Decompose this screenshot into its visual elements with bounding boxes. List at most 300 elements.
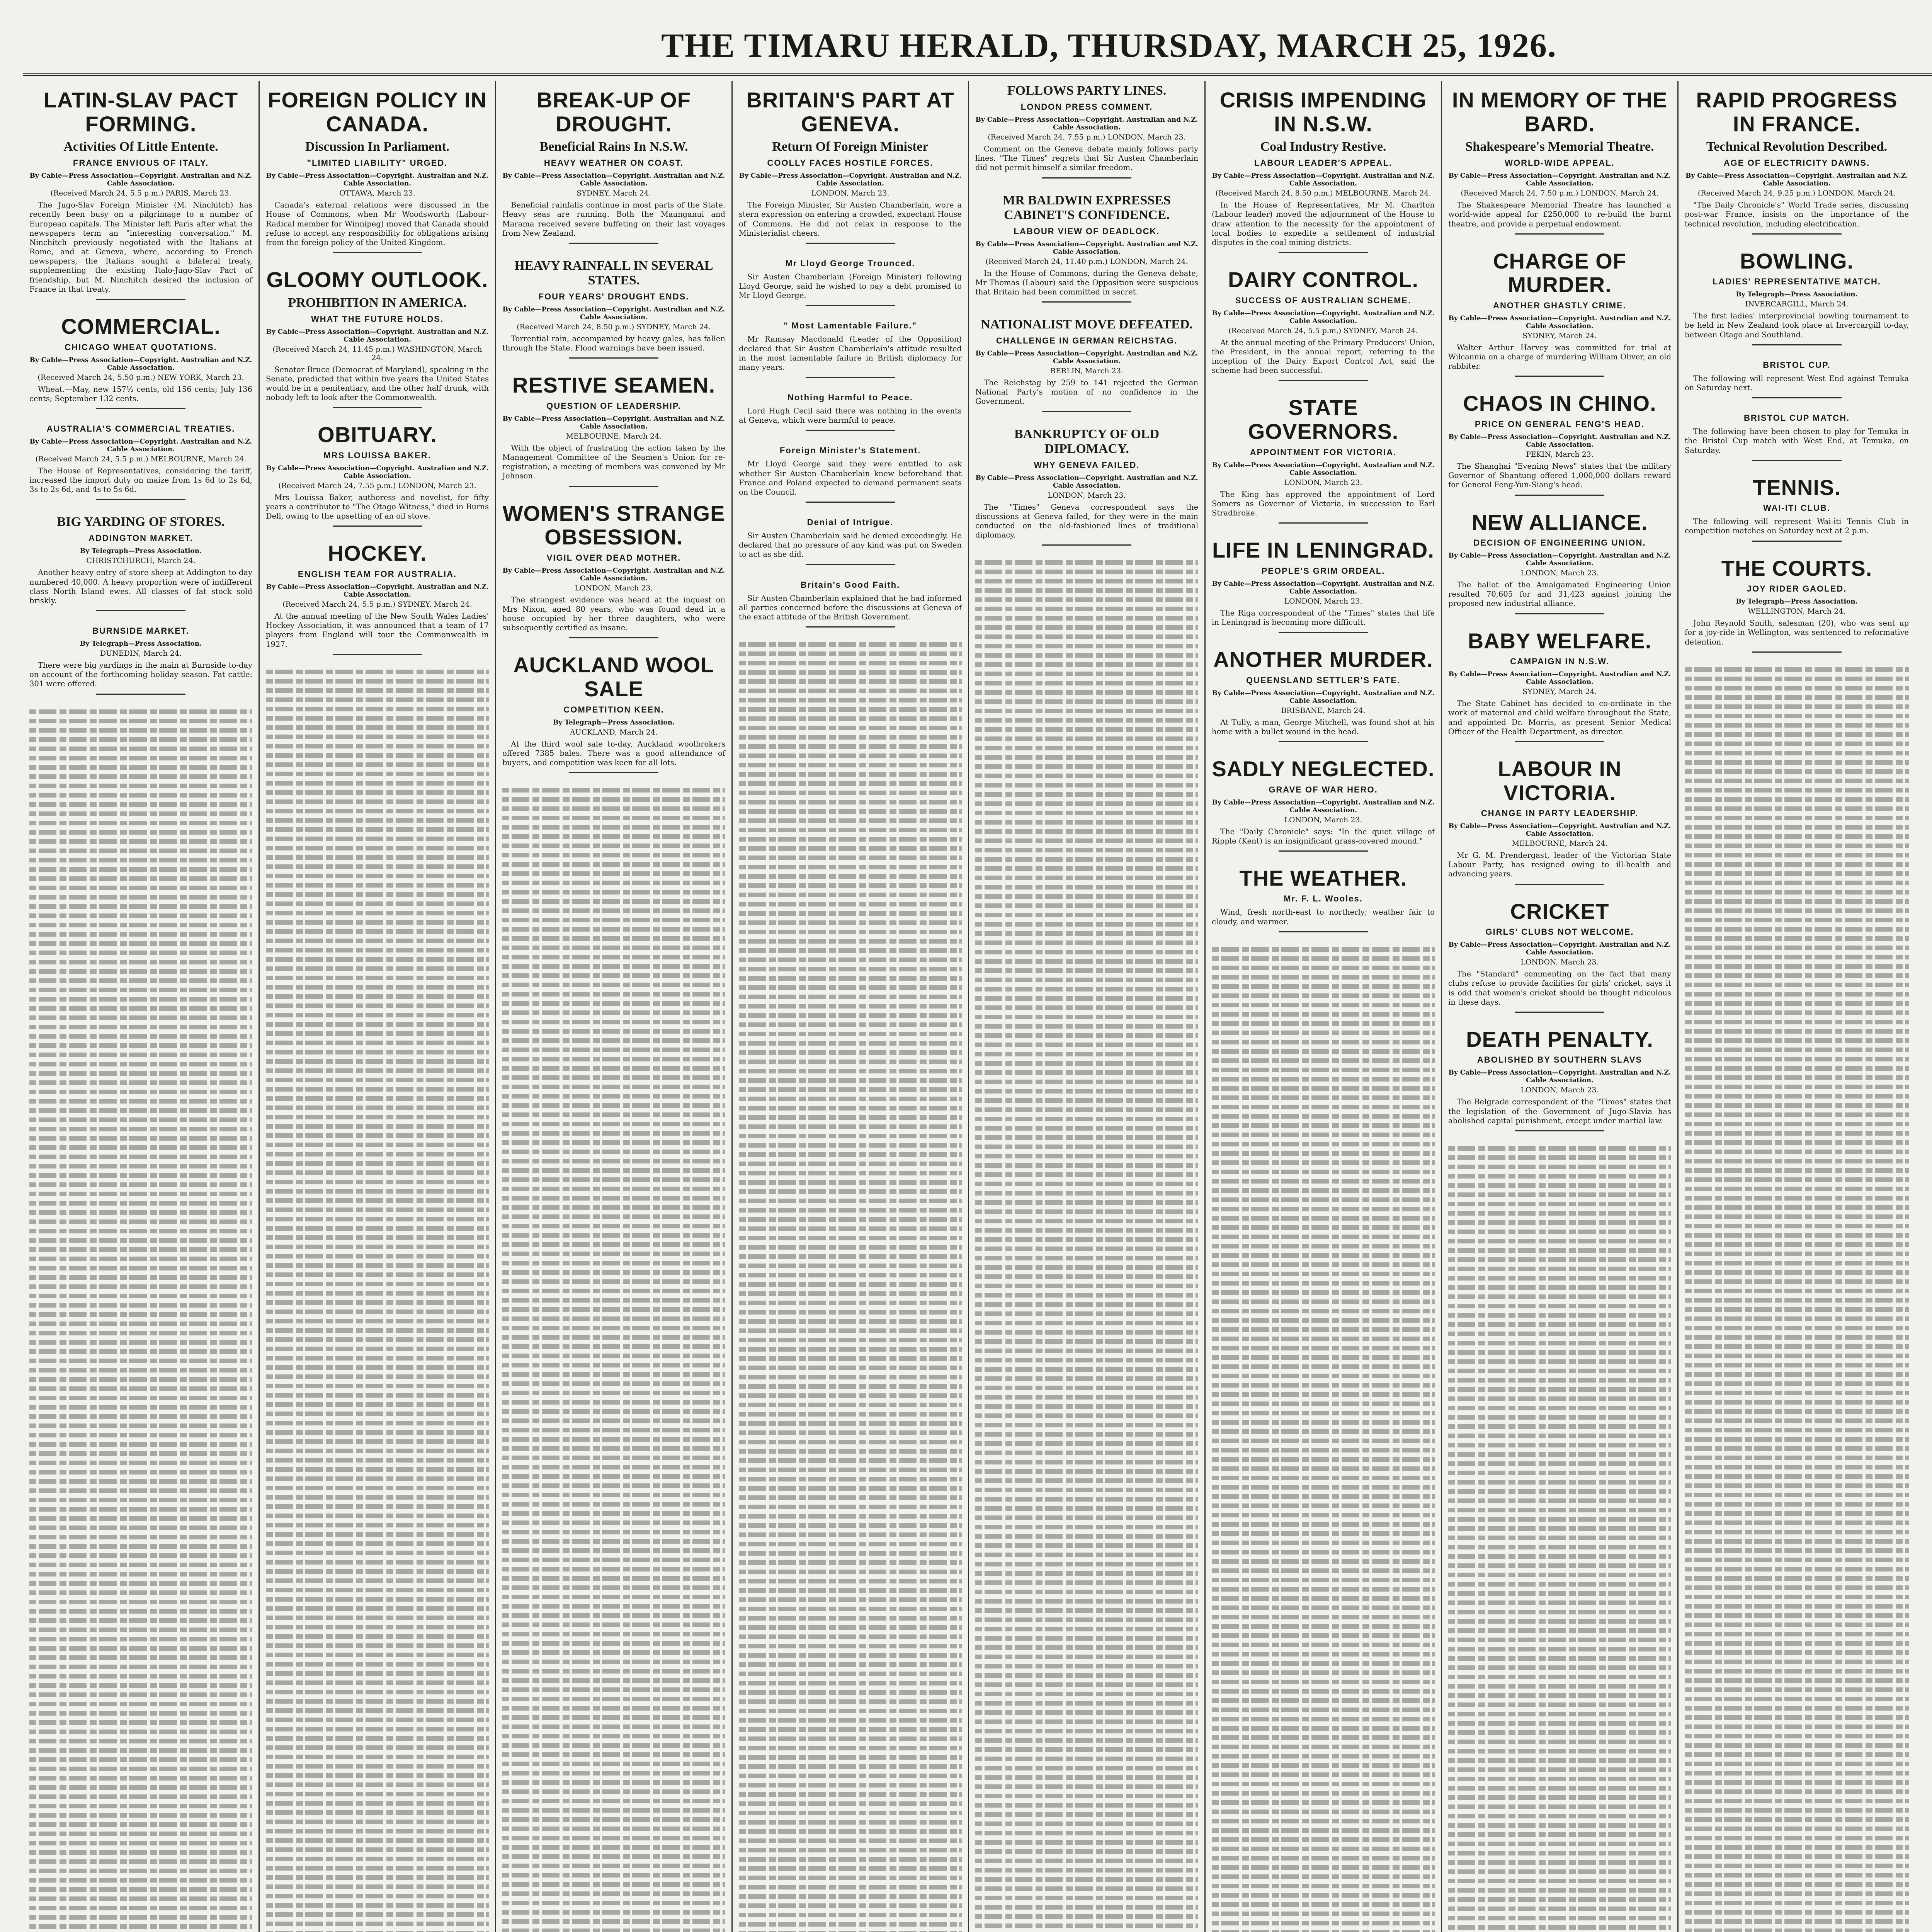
text-line: [739, 1004, 962, 1009]
text-line: [739, 679, 962, 684]
text-line: [502, 1159, 725, 1163]
text-line: [266, 818, 489, 823]
section-subhead: CAMPAIGN IN N.S.W.: [1510, 656, 1609, 667]
text-line: [1212, 1253, 1435, 1258]
text-line: [1212, 1578, 1435, 1582]
text-line: [975, 1460, 1198, 1464]
text-line: [739, 1393, 962, 1398]
dateline: LONDON, March 23.: [1048, 491, 1126, 500]
text-line: [29, 1887, 252, 1892]
article-body: The first ladies' interprovincial bowling tournament to be held in New Zealand took place at Invercargill to-day, between Otago and Southland.: [1685, 311, 1909, 339]
text-line: [29, 1451, 252, 1456]
text-line: [1448, 1415, 1671, 1420]
text-line: [1685, 1650, 1909, 1655]
text-line: [1448, 1369, 1671, 1373]
article-divider: [569, 637, 658, 638]
text-line: [266, 697, 489, 702]
article: [1448, 88, 1671, 235]
text-line: [266, 1551, 489, 1555]
text-line: [266, 1124, 489, 1129]
text-line: [1685, 1252, 1909, 1256]
text-line: [266, 1208, 489, 1212]
text-line: [975, 1191, 1198, 1196]
text-line: [29, 895, 252, 900]
text-line: [266, 1690, 489, 1694]
text-line: [1685, 1622, 1909, 1627]
article-divider: [333, 654, 422, 655]
text-line: [502, 1168, 725, 1173]
cable-credit: By Cable—Press Association—Copyright. Australian and N.Z. Cable Association.: [502, 566, 725, 582]
text-line: [1685, 714, 1909, 718]
text-line: [29, 1071, 252, 1076]
text-line: [975, 1321, 1198, 1325]
text-line: [1448, 1480, 1671, 1485]
text-line: [266, 772, 489, 776]
text-line: [1212, 1717, 1435, 1721]
text-line: [502, 1354, 725, 1358]
headline: BREAK-UP OF DROUGHT.: [537, 88, 691, 136]
text-line: [1448, 1610, 1671, 1614]
section-subhead: WHY GENEVA FAILED.: [1034, 460, 1140, 470]
text-line: [1448, 1248, 1671, 1253]
text-line: [502, 1576, 725, 1581]
headline: DEATH PENALTY.: [1466, 1027, 1653, 1051]
text-line: [1685, 1585, 1909, 1590]
text-line: [739, 1727, 962, 1732]
text-line: [502, 1400, 725, 1405]
text-line: [1212, 1745, 1435, 1749]
text-line: [1448, 1341, 1671, 1345]
text-line: [975, 1886, 1198, 1891]
text-line: [1685, 1864, 1909, 1868]
text-line: [1685, 1929, 1909, 1932]
text-line: [739, 689, 962, 693]
text-line: [1448, 1712, 1671, 1716]
article-body: With the object of frustrating the action taken by the Management Committee of the Seamen's Union for re-registration, a meeting of members was convened by Mr Johnson.: [502, 443, 725, 481]
text-line: [266, 1467, 489, 1472]
text-line: [739, 1078, 962, 1083]
text-line: [975, 1617, 1198, 1622]
article: [1448, 510, 1671, 614]
text-line: [266, 948, 489, 952]
text-line: [502, 1428, 725, 1432]
text-line: [1685, 1224, 1909, 1228]
text-line: [1212, 1355, 1435, 1360]
headline: IN MEMORY OF THE BARD.: [1452, 88, 1668, 136]
dateline: (Received March 24, 5.50 p.m.) NEW YORK, March 23.: [37, 373, 244, 382]
text-line: [975, 560, 1198, 565]
newsprint-texture: [1212, 947, 1435, 1932]
text-line: [1448, 1313, 1671, 1318]
text-line: [502, 1196, 725, 1201]
text-line: [739, 1403, 962, 1407]
text-line: [502, 964, 725, 969]
text-line: [975, 1497, 1198, 1502]
text-line: [739, 1662, 962, 1667]
text-line: [1685, 1270, 1909, 1275]
text-line: [1685, 1409, 1909, 1414]
article-divider: [96, 610, 185, 611]
text-line: [975, 1441, 1198, 1446]
headline: TENNIS.: [1753, 475, 1841, 500]
text-line: [975, 1080, 1198, 1084]
text-line: [975, 1033, 1198, 1038]
text-line: [975, 1859, 1198, 1863]
dateline: LONDON, March 23.: [811, 189, 889, 198]
column-5: [969, 81, 1206, 1932]
text-line: [739, 1523, 962, 1528]
text-line: [1685, 825, 1909, 830]
section-subhead: ADDINGTON MARKET.: [88, 533, 193, 543]
text-line: [975, 1107, 1198, 1112]
text-line: [1685, 1029, 1909, 1034]
article: [1685, 360, 1909, 398]
text-line: [739, 957, 962, 962]
text-line: [975, 1182, 1198, 1186]
text-line: [29, 1257, 252, 1261]
newsprint-texture: [975, 560, 1198, 1932]
text-line: [739, 1736, 962, 1741]
text-line: [1448, 1536, 1671, 1540]
text-line: [502, 1298, 725, 1303]
text-line: [266, 1096, 489, 1101]
text-line: [739, 707, 962, 712]
text-line: [739, 1588, 962, 1593]
article: [739, 517, 962, 565]
text-line: [739, 1291, 962, 1296]
text-line: [266, 1745, 489, 1750]
text-line: [1448, 1740, 1671, 1744]
text-line: [739, 1848, 962, 1852]
text-line: [739, 1783, 962, 1787]
text-line: [1448, 1545, 1671, 1549]
cable-credit: By Cable—Press Association—Copyright. Australian and N.Z. Cable Association.: [1448, 433, 1671, 449]
text-line: [1685, 1038, 1909, 1043]
text-line: [29, 1507, 252, 1512]
text-line: [29, 1794, 252, 1799]
text-line: [266, 1272, 489, 1277]
text-line: [29, 1386, 252, 1391]
dateline: LONDON, March 23.: [1284, 478, 1362, 487]
text-line: [29, 830, 252, 835]
text-line: [502, 825, 725, 830]
text-line: [1685, 1066, 1909, 1071]
text-line: [1685, 779, 1909, 783]
article-divider: [1279, 741, 1368, 742]
text-line: [739, 1143, 962, 1148]
text-line: [975, 1645, 1198, 1650]
text-line: [1685, 686, 1909, 690]
text-line: [1685, 1177, 1909, 1182]
text-line: [29, 1785, 252, 1790]
text-line: [739, 1347, 962, 1352]
text-line: [29, 1219, 252, 1224]
text-line: [29, 1526, 252, 1530]
cable-credit: By Cable—Press Association—Copyright. Australian and N.Z. Cable Association.: [502, 415, 725, 430]
dateline: (Received March 24, 9.25 p.m.) LONDON, March 24.: [1697, 189, 1896, 198]
text-line: [975, 1413, 1198, 1418]
article-divider: [569, 486, 658, 487]
text-line: [29, 1841, 252, 1845]
text-line: [975, 829, 1198, 834]
text-line: [502, 1845, 725, 1850]
text-line: [502, 1465, 725, 1469]
dateline: LONDON, March 23.: [1520, 569, 1599, 578]
text-line: [266, 1680, 489, 1685]
text-line: [1685, 1205, 1909, 1210]
article: [1212, 88, 1435, 253]
text-line: [739, 1792, 962, 1797]
article: [29, 315, 252, 409]
text-line: [266, 1588, 489, 1592]
text-line: [266, 929, 489, 934]
text-line: [975, 1580, 1198, 1585]
text-line: [1685, 1122, 1909, 1126]
text-line: [502, 834, 725, 839]
text-line: [29, 1869, 252, 1873]
text-line: [266, 1569, 489, 1574]
headline: THE WEATHER.: [1239, 866, 1407, 890]
text-line: [1685, 1808, 1909, 1813]
article-body: Mr Ramsay Macdonald (Leader of the Opposition) declared that Sir Austen Chamberlain's attitude resulted in the most lamentable failure in British diplomacy for many years.: [739, 335, 962, 372]
text-line: [266, 1578, 489, 1583]
text-line: [502, 1725, 725, 1729]
text-line: [1685, 1752, 1909, 1757]
text-line: [502, 1697, 725, 1701]
text-line: [266, 1857, 489, 1861]
article-divider: [1752, 541, 1842, 542]
text-line: [266, 1022, 489, 1027]
text-line: [502, 1437, 725, 1442]
text-line: [266, 707, 489, 711]
text-line: [266, 966, 489, 971]
text-line: [1212, 1568, 1435, 1573]
text-line: [1448, 1396, 1671, 1401]
dateline: MELBOURNE, March 24.: [1512, 839, 1608, 848]
cable-credit: By Cable—Press Association—Copyright. Australian and N.Z. Cable Association.: [1212, 580, 1435, 595]
text-line: [502, 1752, 725, 1757]
text-line: [1212, 1874, 1435, 1879]
text-line: [1448, 1619, 1671, 1624]
text-line: [739, 1310, 962, 1315]
text-line: [1685, 1660, 1909, 1664]
text-line: [29, 1043, 252, 1048]
text-line: [29, 1618, 252, 1623]
column-2: [260, 81, 496, 1932]
text-line: [266, 846, 489, 850]
text-line: [1448, 1665, 1671, 1670]
text-line: [1685, 973, 1909, 978]
article-divider: [1515, 741, 1604, 742]
text-line: [1212, 947, 1435, 952]
text-line: [975, 672, 1198, 676]
text-line: [739, 1152, 962, 1157]
text-line: [502, 1678, 725, 1683]
article: [1212, 538, 1435, 633]
article-body: Sir Austen Chamberlain said he denied exceedingly. He declared that no pressure of any kind was put on Sweden to act as she did.: [739, 531, 962, 559]
text-line: [29, 756, 252, 760]
text-line: [1212, 1290, 1435, 1295]
text-line: [1685, 760, 1909, 765]
article-divider: [1042, 411, 1131, 412]
text-line: [739, 911, 962, 916]
text-line: [502, 788, 725, 793]
text-line: [502, 1929, 725, 1932]
text-line: [29, 1099, 252, 1104]
article-divider: [1279, 632, 1368, 633]
text-line: [502, 1391, 725, 1395]
text-line: [975, 1599, 1198, 1604]
text-line: [1685, 1187, 1909, 1191]
dateline: MELBOURNE, March 24.: [566, 432, 662, 440]
text-line: [1212, 1031, 1435, 1035]
text-line: [1212, 1133, 1435, 1137]
text-line: [975, 1172, 1198, 1177]
text-line: [1448, 1387, 1671, 1392]
article: [1448, 1027, 1671, 1131]
text-line: [739, 1811, 962, 1815]
text-line: [266, 1189, 489, 1194]
text-line: [502, 890, 725, 895]
text-line: [975, 1896, 1198, 1900]
subheadline: NATIONALIST MOVE DEFEATED.: [981, 317, 1193, 332]
text-line: [29, 1590, 252, 1595]
text-line: [975, 1794, 1198, 1798]
text-line: [29, 941, 252, 946]
cable-credit: By Cable—Press Association—Copyright. Australian and N.Z. Cable Association.: [1448, 172, 1671, 188]
cable-credit: By Cable—Press Association—Copyright. Australian and N.Z. Cable Association.: [1212, 689, 1435, 705]
text-line: [1685, 1418, 1909, 1423]
text-line: [975, 625, 1198, 630]
text-line: [739, 1366, 962, 1370]
text-line: [975, 1135, 1198, 1140]
text-line: [502, 1270, 725, 1275]
subheadline: Return Of Foreign Minister: [772, 139, 929, 154]
text-line: [29, 1702, 252, 1706]
text-line: [1212, 1281, 1435, 1286]
text-line: [1448, 1202, 1671, 1206]
text-line: [1685, 1326, 1909, 1330]
text-line: [502, 1548, 725, 1553]
text-line: [1685, 1687, 1909, 1692]
dateline: (Received March 24, 5.5 p.m.) MELBOURNE, March 24.: [35, 454, 247, 463]
text-line: [739, 846, 962, 851]
text-line: [975, 1571, 1198, 1576]
text-line: [1448, 1332, 1671, 1336]
text-line: [1685, 1734, 1909, 1738]
text-line: [739, 855, 962, 860]
text-line: [1212, 1615, 1435, 1619]
text-line: [975, 1692, 1198, 1696]
text-line: [29, 747, 252, 751]
text-line: [975, 1228, 1198, 1233]
text-line: [29, 709, 252, 714]
text-line: [1212, 1049, 1435, 1054]
text-line: [29, 1674, 252, 1679]
column-8: [1679, 81, 1915, 1932]
text-line: [739, 1189, 962, 1194]
text-line: [29, 1284, 252, 1289]
text-line: [266, 1291, 489, 1296]
text-line: [1685, 1854, 1909, 1859]
text-line: [1212, 1021, 1435, 1026]
text-line: [266, 1718, 489, 1722]
text-line: [29, 1396, 252, 1400]
text-line: [502, 973, 725, 978]
text-line: [975, 1525, 1198, 1529]
text-line: [1685, 1261, 1909, 1265]
text-line: [266, 1773, 489, 1778]
text-line: [739, 1644, 962, 1648]
text-line: [1448, 1897, 1671, 1902]
text-line: [975, 792, 1198, 797]
text-line: [1685, 1493, 1909, 1497]
article: [1448, 249, 1671, 377]
article-body: Lord Hugh Cecil said there was nothing in the events at Geneva, which were harmful to peace.: [739, 406, 962, 425]
text-line: [1685, 732, 1909, 737]
text-line: [29, 1804, 252, 1808]
text-line: [975, 1775, 1198, 1780]
article-divider: [569, 772, 658, 773]
article-divider: [1752, 344, 1842, 345]
text-line: [739, 1226, 962, 1231]
text-line: [29, 1600, 252, 1604]
text-line: [1448, 1600, 1671, 1605]
text-line: [975, 1738, 1198, 1743]
text-line: [739, 1801, 962, 1806]
text-line: [1212, 1105, 1435, 1109]
text-line: [1448, 1239, 1671, 1243]
text-line: [1685, 1715, 1909, 1720]
text-line: [266, 1801, 489, 1806]
text-line: [1212, 1420, 1435, 1425]
text-line: [266, 1810, 489, 1815]
text-line: [1448, 1832, 1671, 1837]
text-line: [1212, 1188, 1435, 1193]
text-line: [1685, 881, 1909, 885]
text-line: [1685, 1214, 1909, 1219]
text-line: [739, 976, 962, 981]
text-line: [975, 1757, 1198, 1761]
subheadline: Shakespeare's Memorial Theatre.: [1465, 139, 1654, 154]
text-line: [1685, 1103, 1909, 1108]
text-line: [975, 1515, 1198, 1520]
dateline: INVERCARGILL, March 24.: [1745, 300, 1849, 309]
text-line: [29, 1015, 252, 1020]
text-line: [1685, 1762, 1909, 1766]
cable-credit: By Cable—Press Association—Copyright. Australian and N.Z. Cable Association.: [502, 305, 725, 321]
article-divider: [1279, 380, 1368, 381]
article-divider: [333, 252, 422, 253]
text-line: [1448, 1777, 1671, 1781]
article: [29, 515, 252, 611]
section-subhead: JOY RIDER GAOLED.: [1747, 584, 1847, 594]
section-subhead: DECISION OF ENGINEERING UNION.: [1473, 538, 1646, 548]
text-line: [29, 1906, 252, 1910]
text-line: [266, 1180, 489, 1184]
text-line: [975, 579, 1198, 583]
article-body: Mr Lloyd George said they were entitled to ask whether Sir Austen Chamberlain knew beforehand that France and Poland expected to demand permanent seats on the Council.: [739, 459, 962, 497]
headline: CHAOS IN CHINO.: [1463, 391, 1656, 416]
text-line: [1685, 1539, 1909, 1544]
text-line: [29, 1377, 252, 1382]
text-line: [266, 985, 489, 990]
text-line: [1685, 1446, 1909, 1451]
text-line: [1212, 1448, 1435, 1452]
text-line: [266, 1430, 489, 1435]
article-divider: [1515, 233, 1604, 235]
text-line: [266, 864, 489, 869]
